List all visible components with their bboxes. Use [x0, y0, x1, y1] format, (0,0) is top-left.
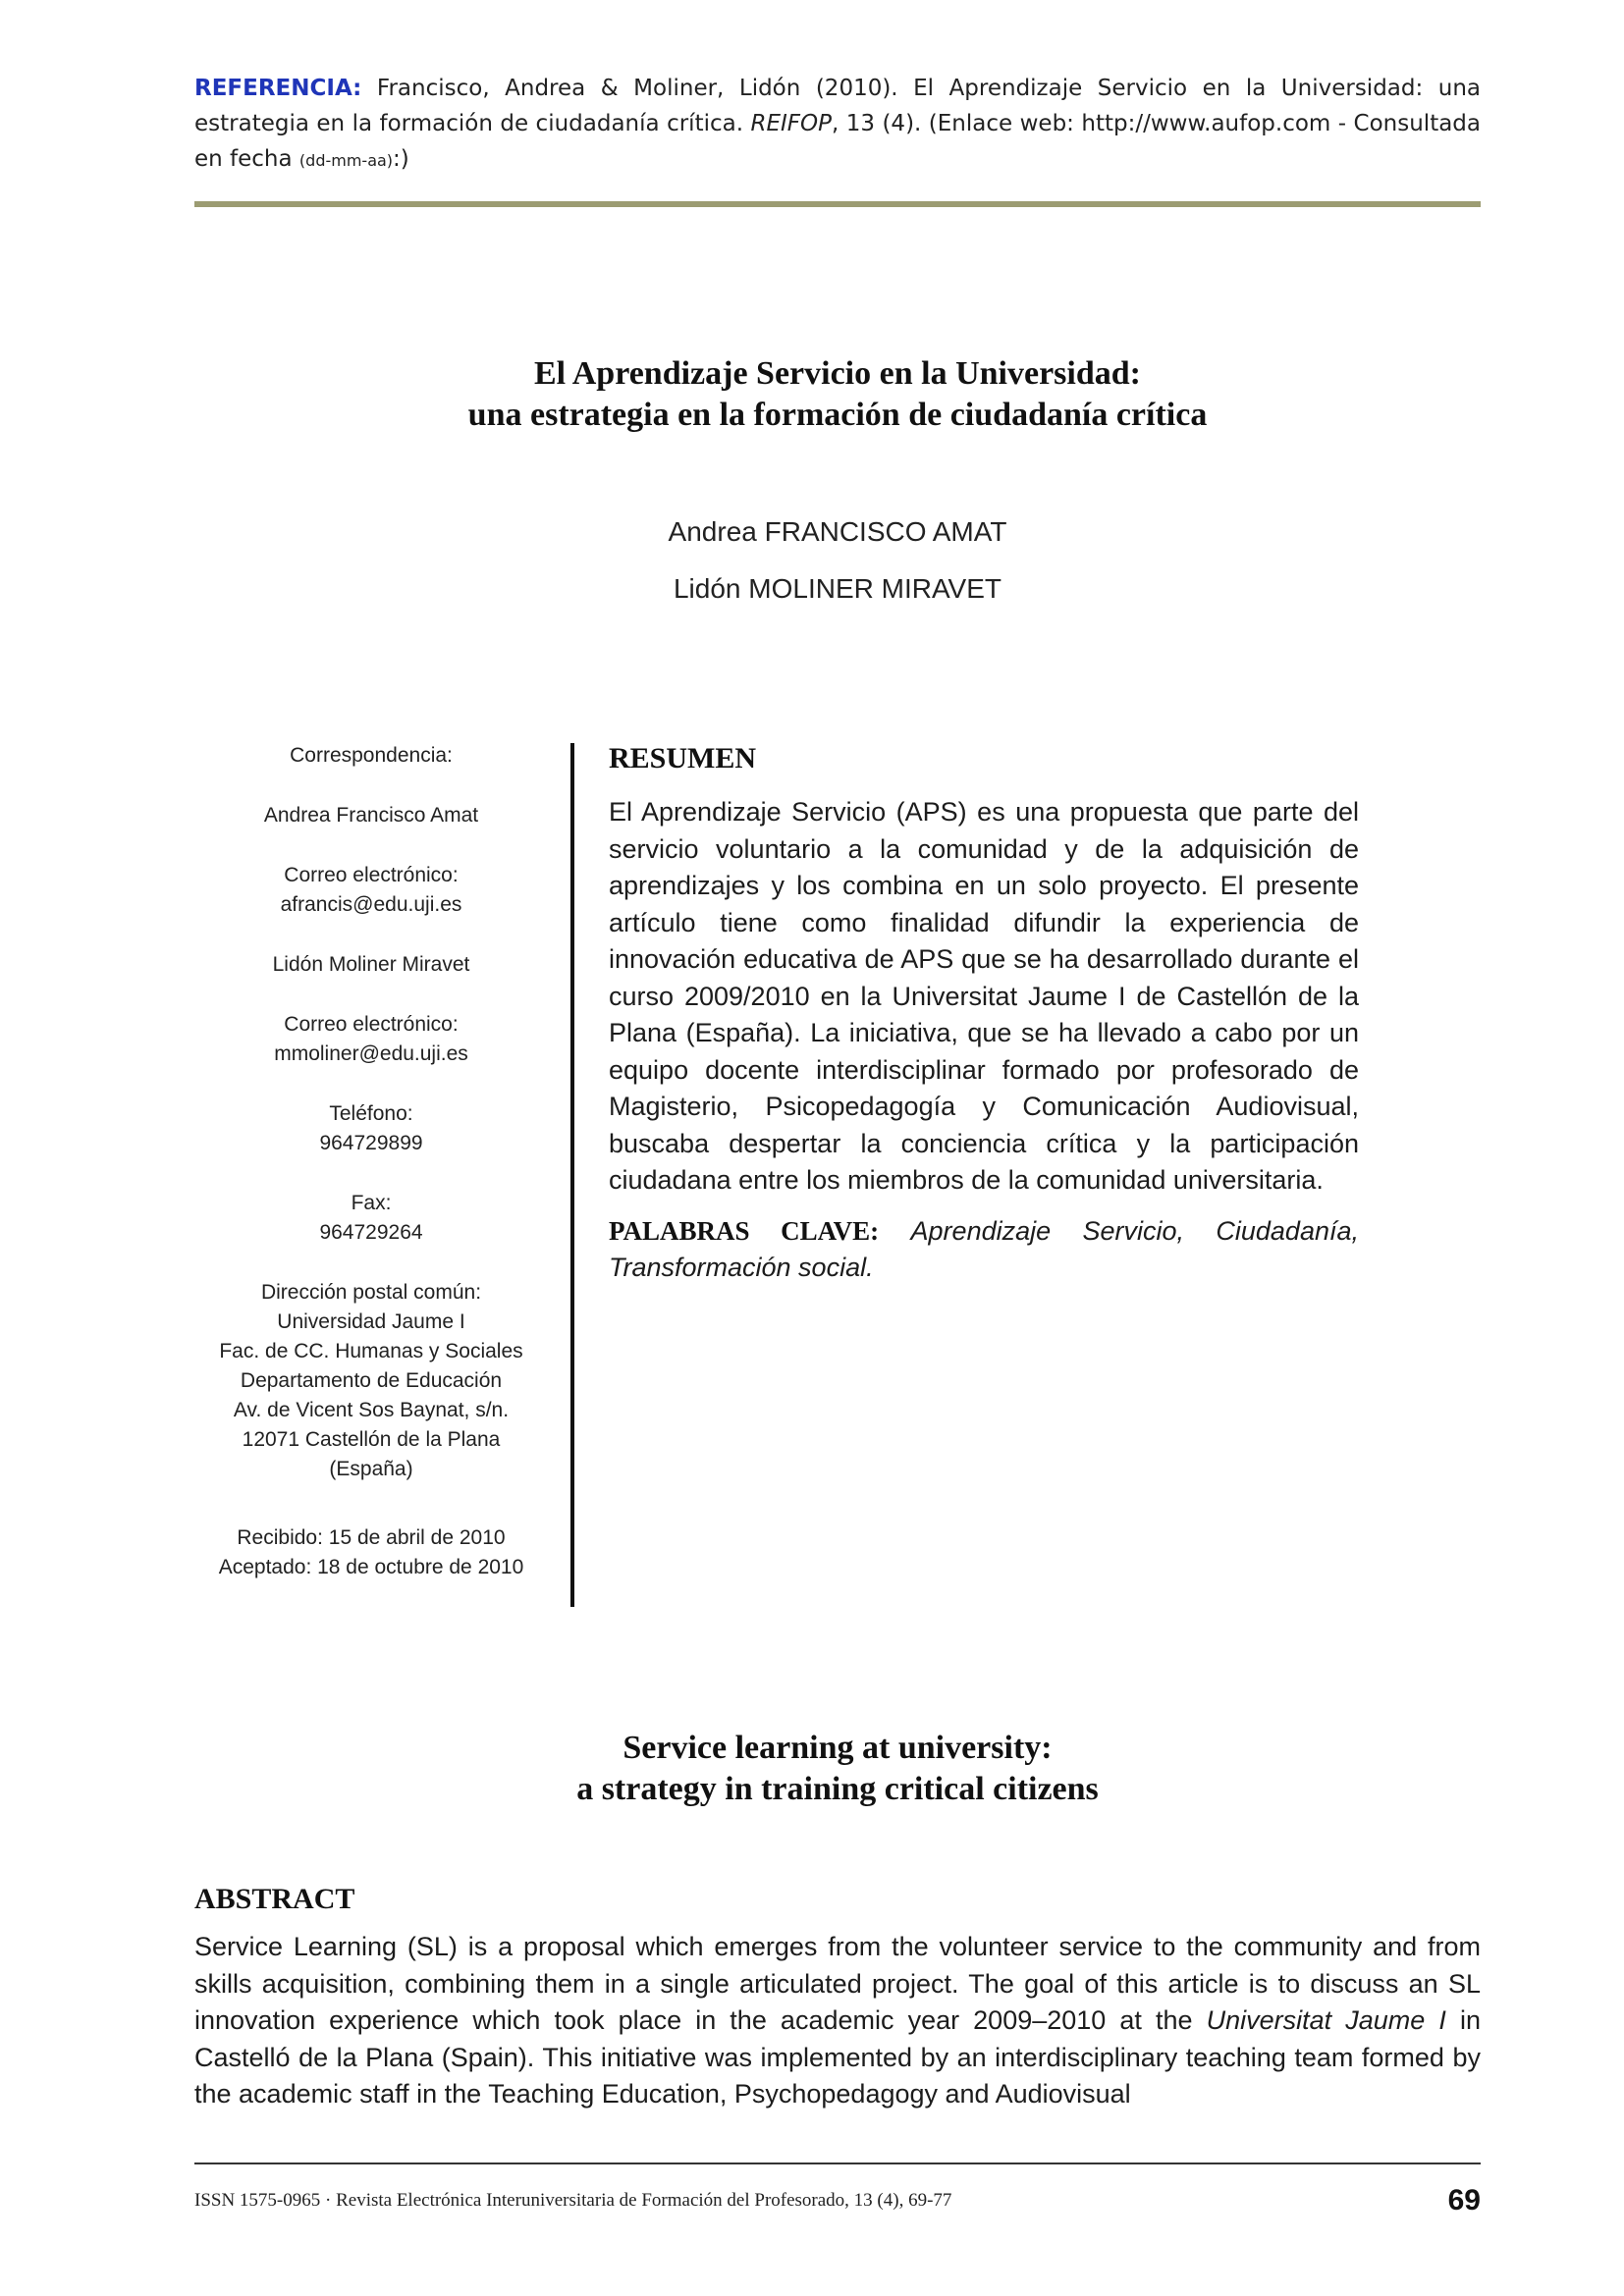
header-rule: [194, 201, 1481, 207]
sidebar-author-2: Lidón Moliner Miravet: [272, 953, 470, 976]
email-2[interactable]: mmoliner@edu.uji.es: [274, 1042, 468, 1065]
abstract-body: [194, 1929, 1481, 2113]
keywords-text: Aprendizaje Servicio, Ciudadanía, Transformación social.: [609, 1215, 1359, 1282]
sidebar-author-1: Andrea Francisco Amat: [263, 804, 479, 827]
reference-text: Francisco, Andrea & Moliner, Lidón (2010). El Aprendizaje Servicio en la Universidad: una estrategia en la formación de ciudadanía crítica.: [194, 76, 1481, 136]
abstract-university: Universitat Jaume I: [1206, 2005, 1446, 2036]
address-line: 12071 Castellón de la Plana: [242, 1428, 501, 1451]
phone-label: Teléfono:: [329, 1102, 413, 1125]
address-line: Universidad Jaume I: [277, 1310, 465, 1333]
address-line: Fac. de CC. Humanas y Sociales: [219, 1340, 523, 1362]
english-title-line1: Service learning at university:: [623, 1730, 1053, 1766]
received-date: Recibido: 15 de abril de 2010: [237, 1526, 506, 1549]
abstract-section: [194, 1882, 1481, 2113]
reference-date-format: (dd-mm-aa): [298, 151, 394, 170]
reference-text-2: , 13 (4). (Enlace web: http://www.aufop.com - Consultada en fecha: [194, 111, 1481, 172]
footer-issn: ISSN 1575-0965 · Revista Electrónica Interuniversitaria de Formación del Profesorado, 13 (4), 69-77: [194, 2190, 952, 2211]
accepted-date: Aceptado: 18 de octubre de 2010: [218, 1556, 524, 1578]
keywords-label: PALABRAS CLAVE:: [609, 1215, 880, 1246]
correspondence-label: Correspondencia:: [290, 744, 453, 767]
reference-block: [194, 71, 1481, 179]
abstract-text-1: Service Learning (SL) is a proposal which emerges from the volunteer service to the community and from skills acquisition, combining them in a single articulated project. The goal of this article is to discuss an SL innovation experience which took place in the academic year 2009–2010 at the: [194, 1932, 1481, 2036]
address-line: Av. de Vicent Sos Baynat, s/n.: [233, 1399, 510, 1421]
article-title: [194, 353, 1481, 436]
phone-number: 964729899: [319, 1132, 423, 1154]
author-2: Lidón MOLINER MIRAVET: [673, 573, 1002, 604]
article-title-line2: una estrategia en la formación de ciudadanía crítica: [467, 397, 1208, 433]
reference-text-end: :): [393, 146, 409, 172]
resumen-heading: RESUMEN: [609, 742, 757, 774]
reference-label: REFERENCIA:: [194, 76, 362, 101]
resumen-body: El Aprendizaje Servicio (APS) es una propuesta que parte del servicio voluntario a la comunidad y de la adquisición de aprendizajes y los combina en un solo proyecto. El presente artículo tiene como finalidad difundir la experiencia de innovación educativa de APS que se ha desarrollado durante el curso 2009/2010 en la Universitat Jaume I de Castellón de la Plana (España). La iniciativa, que se ha llevado a cabo por un equipo docente interdisciplinar formado por profesorado de Magisterio, Psicopedagogía y Comunicación Audiovisual, buscaba despertar la conciencia crítica y la participación ciudadana entre los miembros de la comunidad universitaria.: [609, 797, 1359, 1195]
email-1[interactable]: afrancis@edu.uji.es: [280, 893, 462, 916]
address-line: (España): [329, 1458, 413, 1480]
page-number: 69: [1447, 2184, 1481, 2216]
author-1: Andrea FRANCISCO AMAT: [668, 516, 1007, 547]
address-line: Departamento de Educación: [240, 1369, 503, 1392]
english-title: [194, 1728, 1481, 1810]
keywords: [609, 1213, 1359, 1287]
reference-journal: REIFOP: [750, 111, 832, 136]
email-label-2: Correo electrónico:: [284, 1013, 459, 1036]
fax-number: 964729264: [319, 1221, 423, 1244]
footer-rule: [194, 2163, 1481, 2164]
english-title-line2: a strategy in training critical citizens: [576, 1771, 1099, 1807]
fax-label: Fax:: [351, 1192, 392, 1214]
correspondence-sidebar: [194, 741, 548, 1582]
footer: [194, 2184, 1481, 2217]
abstract-text-2: in Castelló de la Plana (Spain). This initiative was implemented by an interdisciplinary teaching team formed by the academic staff in the Teaching Education, Psychopedagogy and Audiovisual: [194, 2005, 1481, 2109]
address-label: Dirección postal común:: [260, 1281, 482, 1304]
email-label-1: Correo electrónico:: [284, 864, 459, 886]
column-divider: [570, 743, 574, 1607]
article-title-line1: El Aprendizaje Servicio en la Universidad:: [534, 355, 1141, 392]
resumen-section: [609, 741, 1359, 1313]
abstract-heading: ABSTRACT: [194, 1883, 355, 1915]
